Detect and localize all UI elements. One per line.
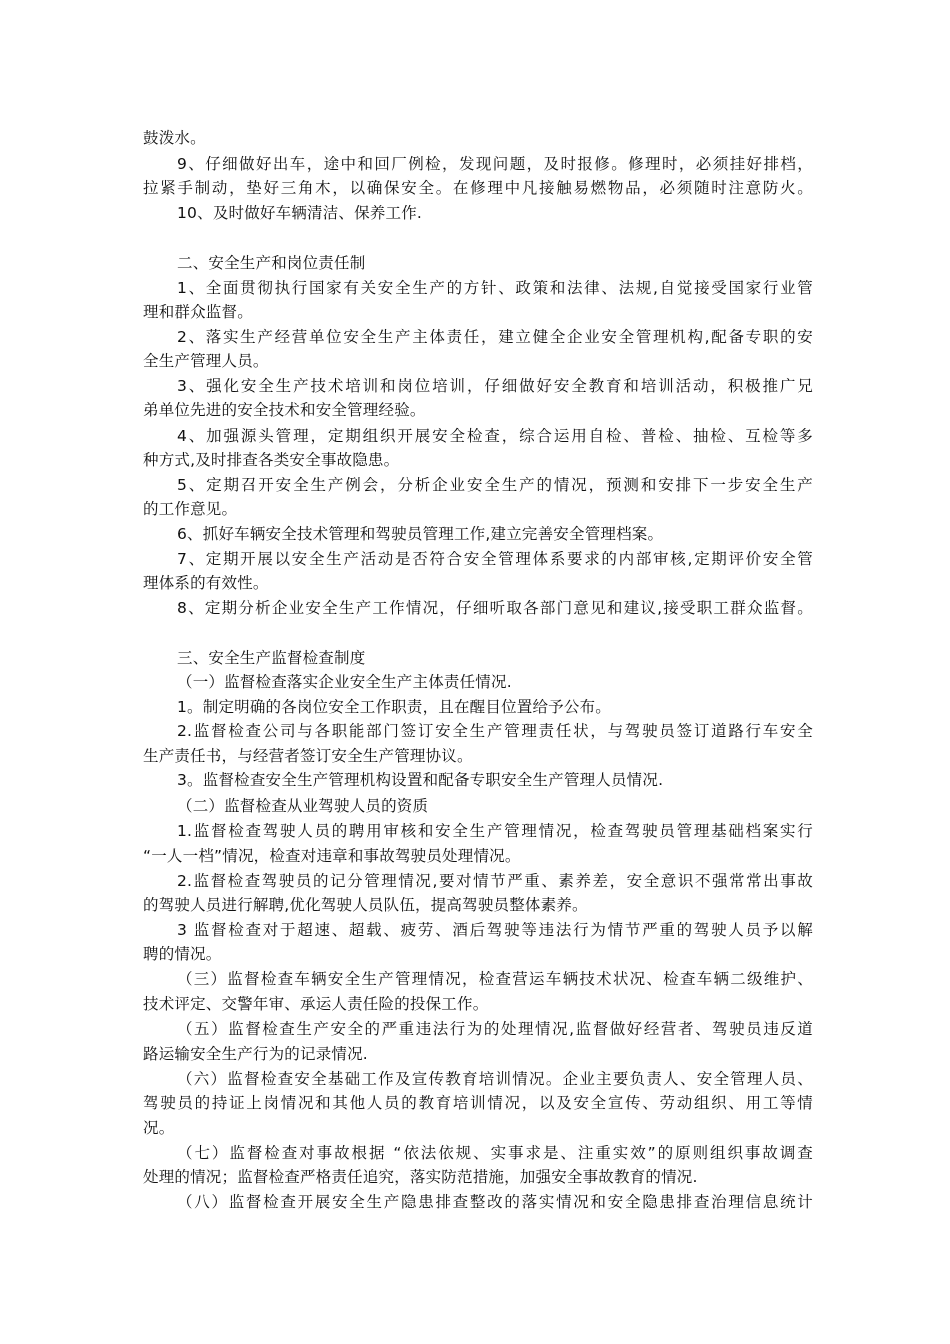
subsection-heading: （一）监督检查落实企业安全生产主体责任情况. — [177, 673, 512, 691]
text-line: 9、仔细做好出车，途中和回厂例检，发现问题，及时报修。修理时，必须挂好排档， — [177, 155, 813, 173]
section-heading: 二、安全生产和岗位责任制 — [177, 254, 366, 272]
text-line: 6、抓好车辆安全技术管理和驾驶员管理工作,建立完善安全管理档案。 — [177, 525, 664, 543]
section-heading: 三、安全生产监督检查制度 — [177, 649, 366, 667]
text-line: 1.监督检查驾驶人员的聘用审核和安全生产管理情况，检查驾驶员管理基础档案实行 — [177, 822, 813, 840]
text-line: 1、全面贯彻执行国家有关安全生产的方针、政策和法律、法规,自觉接受国家行业管 — [177, 279, 813, 297]
text-line: 路运输安全生产行为的记录情况. — [143, 1045, 368, 1063]
subsection-heading: （二）监督检查从业驾驶人员的资质 — [177, 797, 429, 815]
text-line: 2、落实生产经营单位安全生产主体责任，建立健全企业安全管理机构,配备专职的安 — [177, 328, 813, 346]
text-line: （五）监督检查生产安全的严重违法行为的处理情况,监督做好经营者、驾驶员违反道 — [177, 1020, 813, 1038]
text-line: 处理的情况；监督检查严格责任追究，落实防范措施，加强安全事故教育的情况. — [143, 1168, 698, 1186]
text-line: 4、加强源头管理，定期组织开展安全检查，综合运用自检、普检、抽检、互检等多 — [177, 427, 813, 445]
text-line: 聘的情况。 — [143, 945, 222, 963]
text-line: 种方式,及时排查各类安全事故隐患。 — [143, 451, 400, 469]
text-line: 8、定期分析企业安全生产工作情况，仔细听取各部门意见和建议,接受职工群众监督。 — [177, 599, 813, 617]
text-line: 况。 — [143, 1119, 175, 1137]
text-line: 3、强化安全生产技术培训和岗位培训，仔细做好安全教育和培训活动，积极推广兄 — [177, 377, 813, 395]
text-line: 全生产管理人员。 — [143, 352, 269, 370]
text-line: 2.监督检查驾驶员的记分管理情况,要对情节严重、素养差，安全意识不强常常出事故 — [177, 872, 813, 890]
text-line: 拉紧手制动，垫好三角木，以确保安全。在修理中凡接触易燃物品，必须随时注意防火。 — [143, 179, 813, 197]
text-line: 1。制定明确的各岗位安全工作职责，且在醒目位置给予公布。 — [177, 698, 611, 716]
text-line: （八）监督检查开展安全生产隐患排查整改的落实情况和安全隐患排查治理信息统计 — [177, 1193, 813, 1211]
text-line: 鼓泼水。 — [143, 129, 206, 147]
text-line: （七）监督检查对事故根据 “依法依规、实事求是、注重实效”的原则组织事故调查 — [177, 1144, 813, 1162]
text-line: 理体系的有效性。 — [143, 574, 269, 592]
text-line: 5、定期召开安全生产例会，分析企业安全生产的情况，预测和安排下一步安全生产 — [177, 476, 813, 494]
text-line: 理和群众监督。 — [143, 303, 253, 321]
text-line: “一人一档”情况，检查对违章和事故驾驶员处理情况。 — [143, 847, 521, 865]
text-line: 的工作意见。 — [143, 500, 238, 518]
text-line: 驾驶员的持证上岗情况和其他人员的教育培训情况，以及安全宣传、劳动组织、用工等情 — [143, 1094, 813, 1112]
text-line: 生产责任书，与经营者签订安全生产管理协议。 — [143, 747, 473, 765]
text-line: 2.监督检查公司与各职能部门签订安全生产管理责任状，与驾驶员签订道路行车安全 — [177, 722, 813, 740]
text-line: 技术评定、交警年审、承运人责任险的投保工作。 — [143, 995, 489, 1013]
text-line: 弟单位先进的安全技术和安全管理经验。 — [143, 401, 426, 419]
text-line: （三）监督检查车辆安全生产管理情况，检查营运车辆技术状况、检查车辆二级维护、 — [177, 970, 813, 988]
text-line: 3。监督检查安全生产管理机构设置和配备专职安全生产管理人员情况. — [177, 771, 664, 789]
text-line: 3 监督检查对于超速、超载、疲劳、酒后驾驶等违法行为情节严重的驾驶人员予以解 — [177, 921, 813, 939]
text-line: 7、定期开展以安全生产活动是否符合安全管理体系要求的内部审核,定期评价安全管 — [177, 550, 813, 568]
text-line: （六）监督检查安全基础工作及宣传教育培训情况。企业主要负责人、安全管理人员、 — [177, 1070, 813, 1088]
text-line: 的驾驶人员进行解聘,优化驾驶人员队伍，提高驾驶员整体素养。 — [143, 896, 588, 914]
text-line: 10、及时做好车辆清洁、保养工作. — [177, 204, 423, 222]
